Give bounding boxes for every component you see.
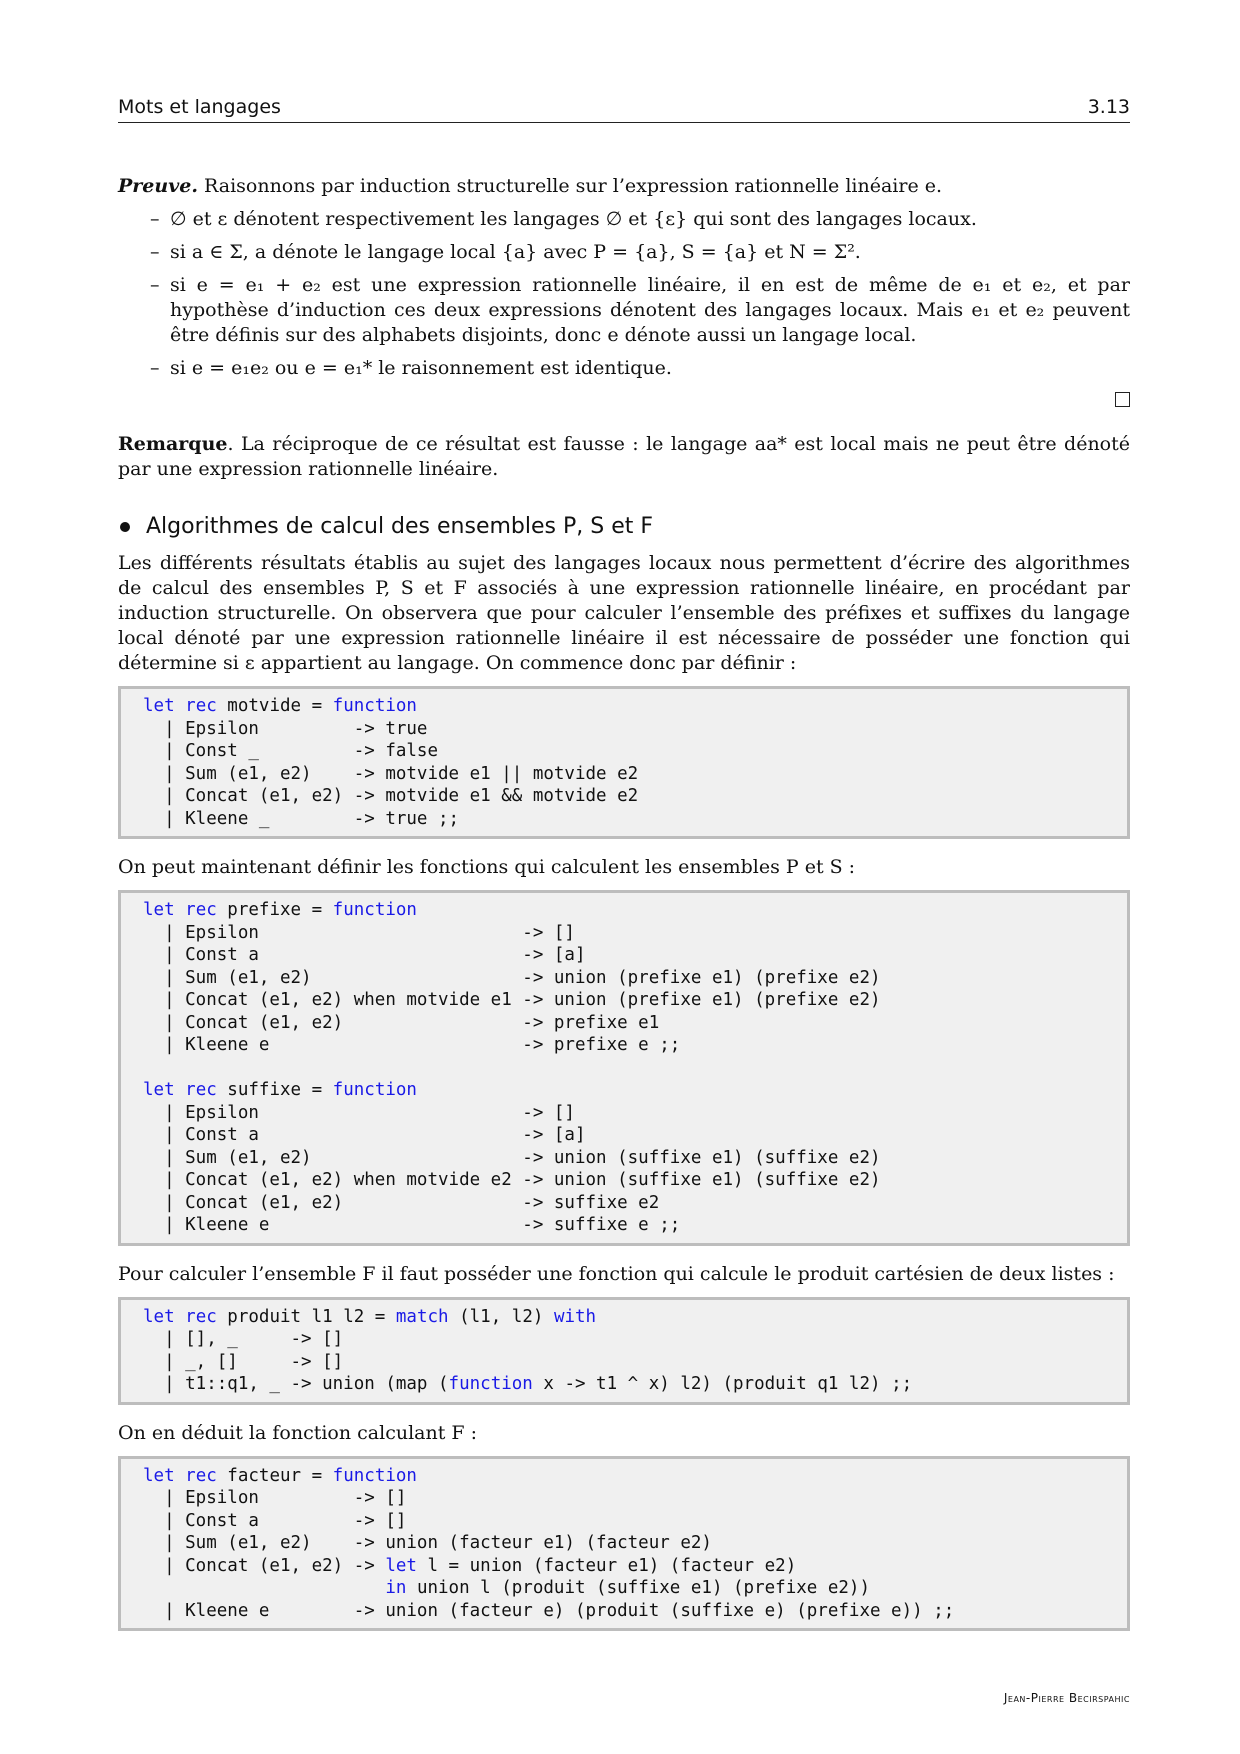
proof-item: – si e = e₁ + e₂ est une expression rationnelle linéaire, il en est de même de e₁ et e₂, et par hypothèse d’induction ces deux expressions dénotent des langages locaux. Mais e₁ et e₂ peuvent être définis sur des alphabets disjoints, donc e dénote aussi un langage local.: [118, 273, 1130, 348]
proof-item: – si a ∈ Σ, a dénote le langage local {a} avec P = {a}, S = {a} et N = Σ².: [118, 240, 1130, 265]
proof-title: Preuve.: [118, 175, 198, 197]
proof-item: – si e = e₁e₂ ou e = e₁* le raisonnement est identique.: [118, 356, 1130, 381]
proof-item: – ∅ et ε dénotent respectivement les langages ∅ et {ε} qui sont des langages locaux.: [118, 207, 1130, 232]
bullet-icon: [120, 522, 130, 532]
qed-box-icon: [1115, 392, 1130, 407]
proof-intro: [118, 174, 1130, 199]
text-before-ps: On peut maintenant définir les fonctions qui calculent les ensembles P et S :: [118, 856, 856, 878]
remark-title: Remarque: [118, 433, 228, 455]
code-block-motvide: let rec motvide = function | Epsilon -> true | Const _ -> false | Sum (e1, e2) -> motvide e1 || motvide e2 | Concat (e1, e2) -> motvide e1 && motvide e2 | Kleene _ -> true ;;: [118, 686, 1130, 839]
code-block-facteur: let rec facteur = function | Epsilon -> [] | Const a -> [] | Sum (e1, e2) -> union (facteur e1) (facteur e2) | Concat (e1, e2) -> let l = union (facteur e1) (facteur e2) in union l (produit (suffixe e1) (prefixe e2)) | Kleene e -> union (facteur e) (produit (suffixe e) (prefixe e)) ;;: [118, 1456, 1130, 1632]
proof-intro-text: Raisonnons par induction structurelle sur l’expression rationnelle linéaire e.: [204, 175, 943, 197]
page-header: [118, 96, 1130, 123]
section-intro: Les différents résultats établis au sujet des langages locaux nous permettent d’écrire des algorithmes de calcul des ensembles P, S et F associés à une expression rationnelle linéaire, en procédant par induction structurelle. On observera que pour calculer l’ensemble des préfixes et suffixes du langage local dénoté par une expression rationnelle linéaire il est nécessaire de posséder une fonction qui détermine si ε appartient au langage. On commence donc par définir :: [118, 552, 1130, 674]
page-content: [118, 174, 1130, 1647]
text-before-facteur: On en déduit la fonction calculant F :: [118, 1421, 478, 1444]
proof-list: [118, 207, 1130, 381]
section-title: Algorithmes de calcul des ensembles P, S et F: [146, 514, 654, 539]
text-before-produit: Pour calculer l’ensemble F il faut posséder une fonction qui calcule le produit cartésien de deux listes :: [118, 1262, 1115, 1285]
code-block-prefixe-suffixe: let rec prefixe = function | Epsilon -> [] | Const a -> [a] | Sum (e1, e2) -> union (prefixe e1) (prefixe e2) | Concat (e1, e2) when motvide e1 -> union (prefixe e1) (prefixe e2) | Concat (e1, e2) -> prefixe e1 | Kleene e -> prefixe e ;; let rec suffixe = function | Epsilon -> [] | Const a -> [a] | Sum (e1, e2) -> union (suffixe e1) (suffixe e2) | Concat (e1, e2) when motvide e2 -> union (suffixe e1) (suffixe e2) | Concat (e1, e2) -> suffixe e2 | Kleene e -> suffixe e ;;: [118, 890, 1130, 1246]
chapter-title: Mots et langages: [118, 96, 281, 118]
code-block-produit: let rec produit l1 l2 = match (l1, l2) with | [], _ -> [] | _, [] -> [] | t1::q1, _ -> union (map (function x -> t1 ^ x) l2) (produit q1 l2) ;;: [118, 1297, 1130, 1405]
section-heading: [118, 514, 1130, 539]
qed-marker: [118, 389, 1130, 414]
remark-text: . La réciproque de ce résultat est fausse : le langage aa* est local mais ne peut être dénoté par une expression rationnelle linéaire.: [118, 433, 1130, 480]
page-number: 3.13: [1087, 96, 1130, 118]
remark: [118, 432, 1130, 482]
page-footer-author: Jean-Pierre Becirspahic: [1003, 1691, 1130, 1705]
